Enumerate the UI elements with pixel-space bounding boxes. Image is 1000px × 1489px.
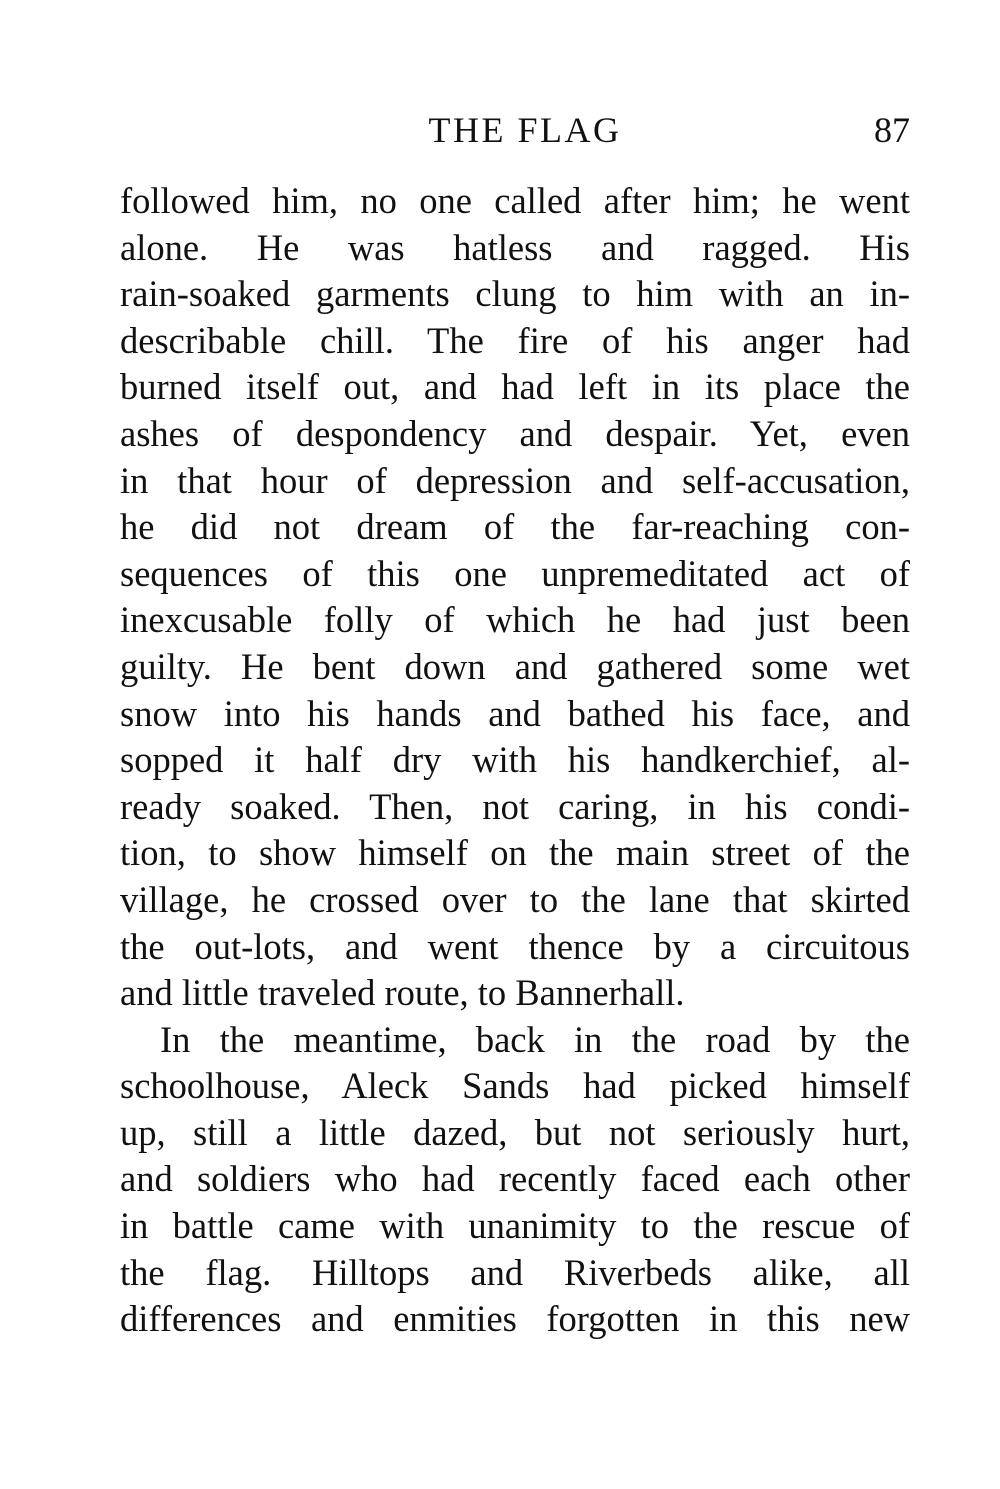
text-line: in battle came with unanimity to the rescue of (120, 1205, 910, 1247)
text-line: up, still a little dazed, but not seriously hurt, (120, 1111, 910, 1153)
text-line: In the meantime, back in the road by the (160, 1018, 910, 1060)
text-line: the out-lots, and went thence by a circuitous (120, 925, 910, 967)
body-text (120, 178, 910, 1343)
text-line: alone. He was hatless and ragged. His (120, 226, 910, 268)
text-line: guilty. He bent down and gathered some wet (120, 645, 910, 687)
text-line: differences and enmities forgotten in this new (120, 1298, 910, 1340)
text-line: describable chill. The fire of his anger had (120, 319, 910, 361)
paragraph-2 (120, 1017, 910, 1343)
text-line: and little traveled route, to Bannerhall. (120, 972, 685, 1014)
text-line: burned itself out, and had left in its place the (120, 366, 910, 408)
text-line: inexcusable folly of which he had just been (120, 599, 910, 641)
paragraph-1 (120, 178, 910, 1017)
text-line: snow into his hands and bathed his face, and (120, 692, 910, 734)
text-line: sopped it half dry with his handkerchief, al- (120, 739, 910, 781)
page-header (120, 100, 910, 160)
text-line: village, he crossed over to the lane that skirted (120, 878, 910, 920)
text-line: sequences of this one unpremeditated act of (120, 552, 910, 594)
page-number: 87 (874, 110, 910, 150)
text-line: in that hour of depression and self-accusation, (120, 459, 910, 501)
text-line: ashes of despondency and despair. Yet, even (120, 412, 910, 454)
running-title: THE FLAG (428, 110, 622, 150)
text-line: followed him, no one called after him; he went (120, 180, 910, 221)
text-line: the flag. Hilltops and Riverbeds alike, all (120, 1251, 910, 1293)
text-line: and soldiers who had recently faced each other (120, 1158, 910, 1200)
text-line: rain-soaked garments clung to him with an in- (120, 273, 910, 315)
text-line: he did not dream of the far-reaching con- (120, 506, 910, 548)
text-line: tion, to show himself on the main street of the (120, 832, 910, 874)
text-line: ready soaked. Then, not caring, in his condi- (120, 785, 910, 827)
text-line: schoolhouse, Aleck Sands had picked himself (120, 1065, 910, 1107)
